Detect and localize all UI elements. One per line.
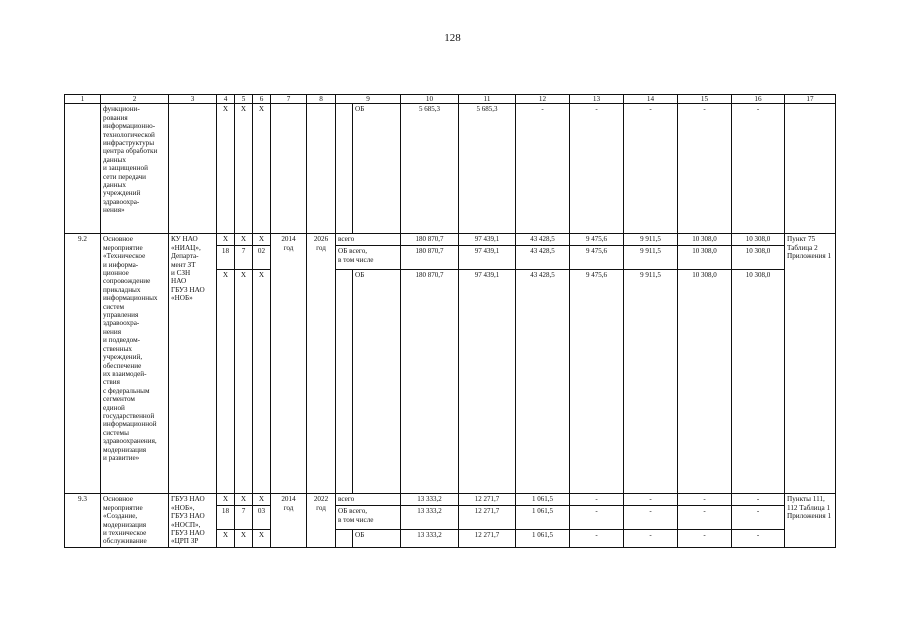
amount-cell: 10 308,0 — [678, 234, 732, 246]
header-cell: 10 — [401, 95, 459, 104]
amount-cell: 10 308,0 — [678, 246, 732, 270]
source-cell: ОБ — [353, 530, 401, 548]
executor-cell — [169, 104, 217, 234]
header-cell: 2 — [101, 95, 169, 104]
header-cell: 9 — [336, 95, 401, 104]
start-year-cell — [271, 104, 307, 234]
amount-cell: - — [624, 530, 678, 548]
source-cell: всего — [336, 234, 401, 246]
num-cell — [65, 104, 101, 234]
amount-cell: - — [624, 506, 678, 530]
amount-cell: 5 685,3 — [459, 104, 516, 234]
amount-cell: - — [570, 494, 624, 506]
code-cell: Х — [217, 530, 235, 548]
header-cell: 16 — [732, 95, 785, 104]
amount-cell: 97 439,1 — [459, 246, 516, 270]
spacer-cell — [336, 104, 353, 234]
code-cell: Х — [217, 494, 235, 506]
code-cell: Х — [253, 270, 271, 494]
table-row — [65, 104, 836, 234]
note-cell: Пункты 111, 112 Таблица 1 Приложения 1 — [785, 494, 836, 548]
source-cell: ОБ — [353, 104, 401, 234]
header-cell: 6 — [253, 95, 271, 104]
spacer-cell — [336, 530, 353, 548]
table-row — [65, 494, 836, 506]
code-cell: 03 — [253, 506, 271, 530]
amount-cell: - — [732, 494, 785, 506]
source-cell: всего — [336, 494, 401, 506]
amount-cell: 9 911,5 — [624, 270, 678, 494]
amount-cell: - — [678, 530, 732, 548]
source-cell: ОБ — [353, 270, 401, 494]
amount-cell: - — [570, 530, 624, 548]
source-cell: ОБ всего, в том числе — [336, 506, 401, 530]
code-cell: Х — [235, 530, 253, 548]
amount-cell: - — [732, 104, 785, 234]
header-cell: 15 — [678, 95, 732, 104]
header-cell: 7 — [271, 95, 307, 104]
amount-cell: 9 911,5 — [624, 246, 678, 270]
end-year-cell — [307, 104, 336, 234]
code-cell: Х — [235, 234, 253, 246]
amount-cell: 13 333,2 — [401, 530, 459, 548]
amount-cell: 43 428,5 — [516, 270, 570, 494]
start-year-cell: 2014 год — [271, 234, 307, 494]
amount-cell: 180 870,7 — [401, 246, 459, 270]
amount-cell: - — [516, 104, 570, 234]
code-cell: 18 — [217, 506, 235, 530]
amount-cell: 13 333,2 — [401, 494, 459, 506]
header-cell: 13 — [570, 95, 624, 104]
source-cell: ОБ всего, в том числе — [336, 246, 401, 270]
code-cell: Х — [253, 494, 271, 506]
spacer-cell — [336, 270, 353, 494]
header-cell: 11 — [459, 95, 516, 104]
code-cell: Х — [253, 234, 271, 246]
amount-cell: 180 870,7 — [401, 234, 459, 246]
amount-cell: - — [678, 494, 732, 506]
amount-cell: 10 308,0 — [732, 270, 785, 494]
end-year-cell: 2022 год — [307, 494, 336, 548]
start-year-cell: 2014 год — [271, 494, 307, 548]
end-year-cell: 2026 год — [307, 234, 336, 494]
measure-name: функциони- рования информационно- технологической инфраструктуры центра обработки данных и защищенной сети передачи данных учреждений здравоохра- нения» — [101, 104, 169, 234]
header-cell: 4 — [217, 95, 235, 104]
item-number: 9.2 — [65, 234, 101, 494]
amount-cell: 9 475,6 — [570, 234, 624, 246]
amount-cell: 180 870,7 — [401, 270, 459, 494]
amount-cell: 9 911,5 — [624, 234, 678, 246]
header-cell: 14 — [624, 95, 678, 104]
header-cell: 12 — [516, 95, 570, 104]
code-cell: 7 — [235, 246, 253, 270]
measure-name: Основное мероприятие «Создание, модернизация и техническое обслуживание — [101, 494, 169, 548]
code-cell: 18 — [217, 246, 235, 270]
code-cell: Х — [253, 530, 271, 548]
amount-cell: 43 428,5 — [516, 234, 570, 246]
executor-cell: КУ НАО «НИАЦ», Департа- мент ЗТ и СЗН НАО ГБУЗ НАО «НОБ» — [169, 234, 217, 494]
table-row — [65, 234, 836, 246]
amount-cell: 10 308,0 — [732, 234, 785, 246]
header-cell: 17 — [785, 95, 836, 104]
amount-cell: 5 685,3 — [401, 104, 459, 234]
note-cell — [785, 104, 836, 234]
amount-cell: - — [624, 494, 678, 506]
amount-cell: 97 439,1 — [459, 234, 516, 246]
amount-cell: 12 271,7 — [459, 506, 516, 530]
amount-cell: 10 308,0 — [732, 246, 785, 270]
code-cell: Х — [253, 104, 271, 234]
executor-cell: ГБУЗ НАО «НОБ», ГБУЗ НАО «НОСП», ГБУЗ НАО «ЦРП ЗР — [169, 494, 217, 548]
header-cell: 8 — [307, 95, 336, 104]
amount-cell: 12 271,7 — [459, 494, 516, 506]
code-cell: Х — [235, 270, 253, 494]
code-cell: Х — [235, 104, 253, 234]
note-cell: Пункт 75 Таблица 2 Приложения 1 — [785, 234, 836, 494]
amount-cell: 97 439,1 — [459, 270, 516, 494]
code-cell: Х — [217, 104, 235, 234]
amount-cell: 13 333,2 — [401, 506, 459, 530]
amount-cell: 43 428,5 — [516, 246, 570, 270]
code-cell: Х — [217, 270, 235, 494]
amount-cell: - — [678, 506, 732, 530]
code-cell: 7 — [235, 506, 253, 530]
amount-cell: 9 475,6 — [570, 246, 624, 270]
amount-cell: 1 061,5 — [516, 506, 570, 530]
header-row — [65, 95, 836, 104]
amount-cell: - — [678, 104, 732, 234]
header-cell: 3 — [169, 95, 217, 104]
header-cell: 5 — [235, 95, 253, 104]
measure-name: Основное мероприятие «Техническое и информа- ционное сопровождение прикладных информационных систем управления здравоохра- нения и подведом- ственных учреждений, обеспечение их взаимодей- ствия с федеральным сегментом единой государственной информационной системы здравоохранения, модернизация и развитие» — [101, 234, 169, 494]
amount-cell: 12 271,7 — [459, 530, 516, 548]
amount-cell: - — [732, 506, 785, 530]
code-cell: Х — [217, 234, 235, 246]
page-number: 128 — [444, 32, 461, 44]
amount-cell: - — [570, 506, 624, 530]
amount-cell: 1 061,5 — [516, 494, 570, 506]
program-table — [64, 94, 836, 548]
amount-cell: - — [570, 104, 624, 234]
code-cell: 02 — [253, 246, 271, 270]
header-cell: 1 — [65, 95, 101, 104]
amount-cell: - — [732, 530, 785, 548]
amount-cell: 9 475,6 — [570, 270, 624, 494]
amount-cell: 10 308,0 — [678, 270, 732, 494]
item-number: 9.3 — [65, 494, 101, 548]
code-cell: Х — [235, 494, 253, 506]
amount-cell: 1 061,5 — [516, 530, 570, 548]
amount-cell: - — [624, 104, 678, 234]
